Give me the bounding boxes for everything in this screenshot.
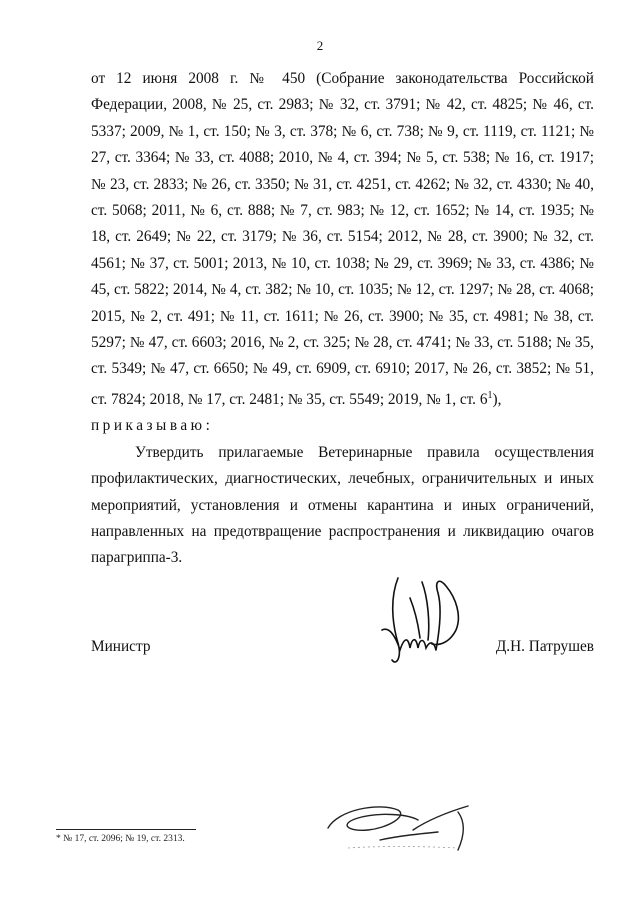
- decree-paragraph: Утвердить прилагаемые Ветеринарные правила осуществления профилактических, диагностических, лечебных, ограничительных и иных мероприятий, установления и отмены карантина и иных ограничений, направленных на предотвращение распространения и ликвидацию очагов парагриппа-3.: [91, 443, 594, 567]
- footnote-divider: [56, 829, 196, 830]
- footnote-marker: 1: [487, 389, 493, 401]
- footnote-text: * № 17, ст. 2096; № 19, ст. 2313.: [56, 834, 185, 844]
- legal-reference-text: от 12 июня 2008 г. № 450 (Собрание законодательства Российской Федерации, 2008, № 25, ст. 2983; № 32, ст. 3791; № 42, ст. 4825; № 46, ст. 5337; 2009, № 1, ст. 150; № 3, ст. 378; № 6, ст. 738; № 9, ст. 1119, ст. 1121; № 27, ст. 3364; № 33, ст. 4088; 2010, № 4, ст. 394; № 5, ст. 538; № 16, ст. 1917; № 23, ст. 2833; № 26, ст. 3350; № 31, ст. 4251, ст. 4262; № 32, ст. 4330; № 40, ст. 5068; 2011, № 6, ст. 888; № 7, ст. 983; № 12, ст. 1652; № 14, ст. 1935; № 18, ст. 2649; № 22, ст. 3179; № 36, ст. 5154; 2012, № 28, ст. 3900; № 32, ст. 4561; № 37, ст. 5001; 2013, № 10, ст. 1038; № 29, ст. 3969; № 33, ст. 4386; № 45, ст. 5822; 2014, № 4, ст. 382; № 10, ст. 1035; № 12, ст. 1297; № 28, ст. 4068; 2015, № 2, ст. 491; № 11, ст. 1611; № 26, ст. 3900; № 35, ст. 4981; № 38, ст. 5297; № 47, ст. 6603; 2016, № 2, ст. 325; № 28, ст. 4741; № 33, ст. 5188; № 35, ст. 5349; № 47, ст. 6650; № 49, ст. 6909, ст. 6910; 2017, № 26, ст. 3852; № 51, ст. 7824; 2018, № 17, ст. 2481; № 35, ст. 5549; 2019, № 1, ст. 6: [91, 70, 594, 408]
- signature-row: [91, 638, 594, 660]
- signatory-name: Д.Н. Патрушев: [495, 638, 594, 655]
- orders-word: приказываю:: [91, 417, 214, 435]
- signatory-role: Министр: [91, 638, 151, 655]
- document-body: [91, 66, 594, 572]
- legal-reference-end: ),: [492, 390, 502, 408]
- legal-reference-paragraph: [91, 66, 594, 413]
- page-number: 2: [316, 38, 324, 53]
- approval-signature: [308, 790, 498, 860]
